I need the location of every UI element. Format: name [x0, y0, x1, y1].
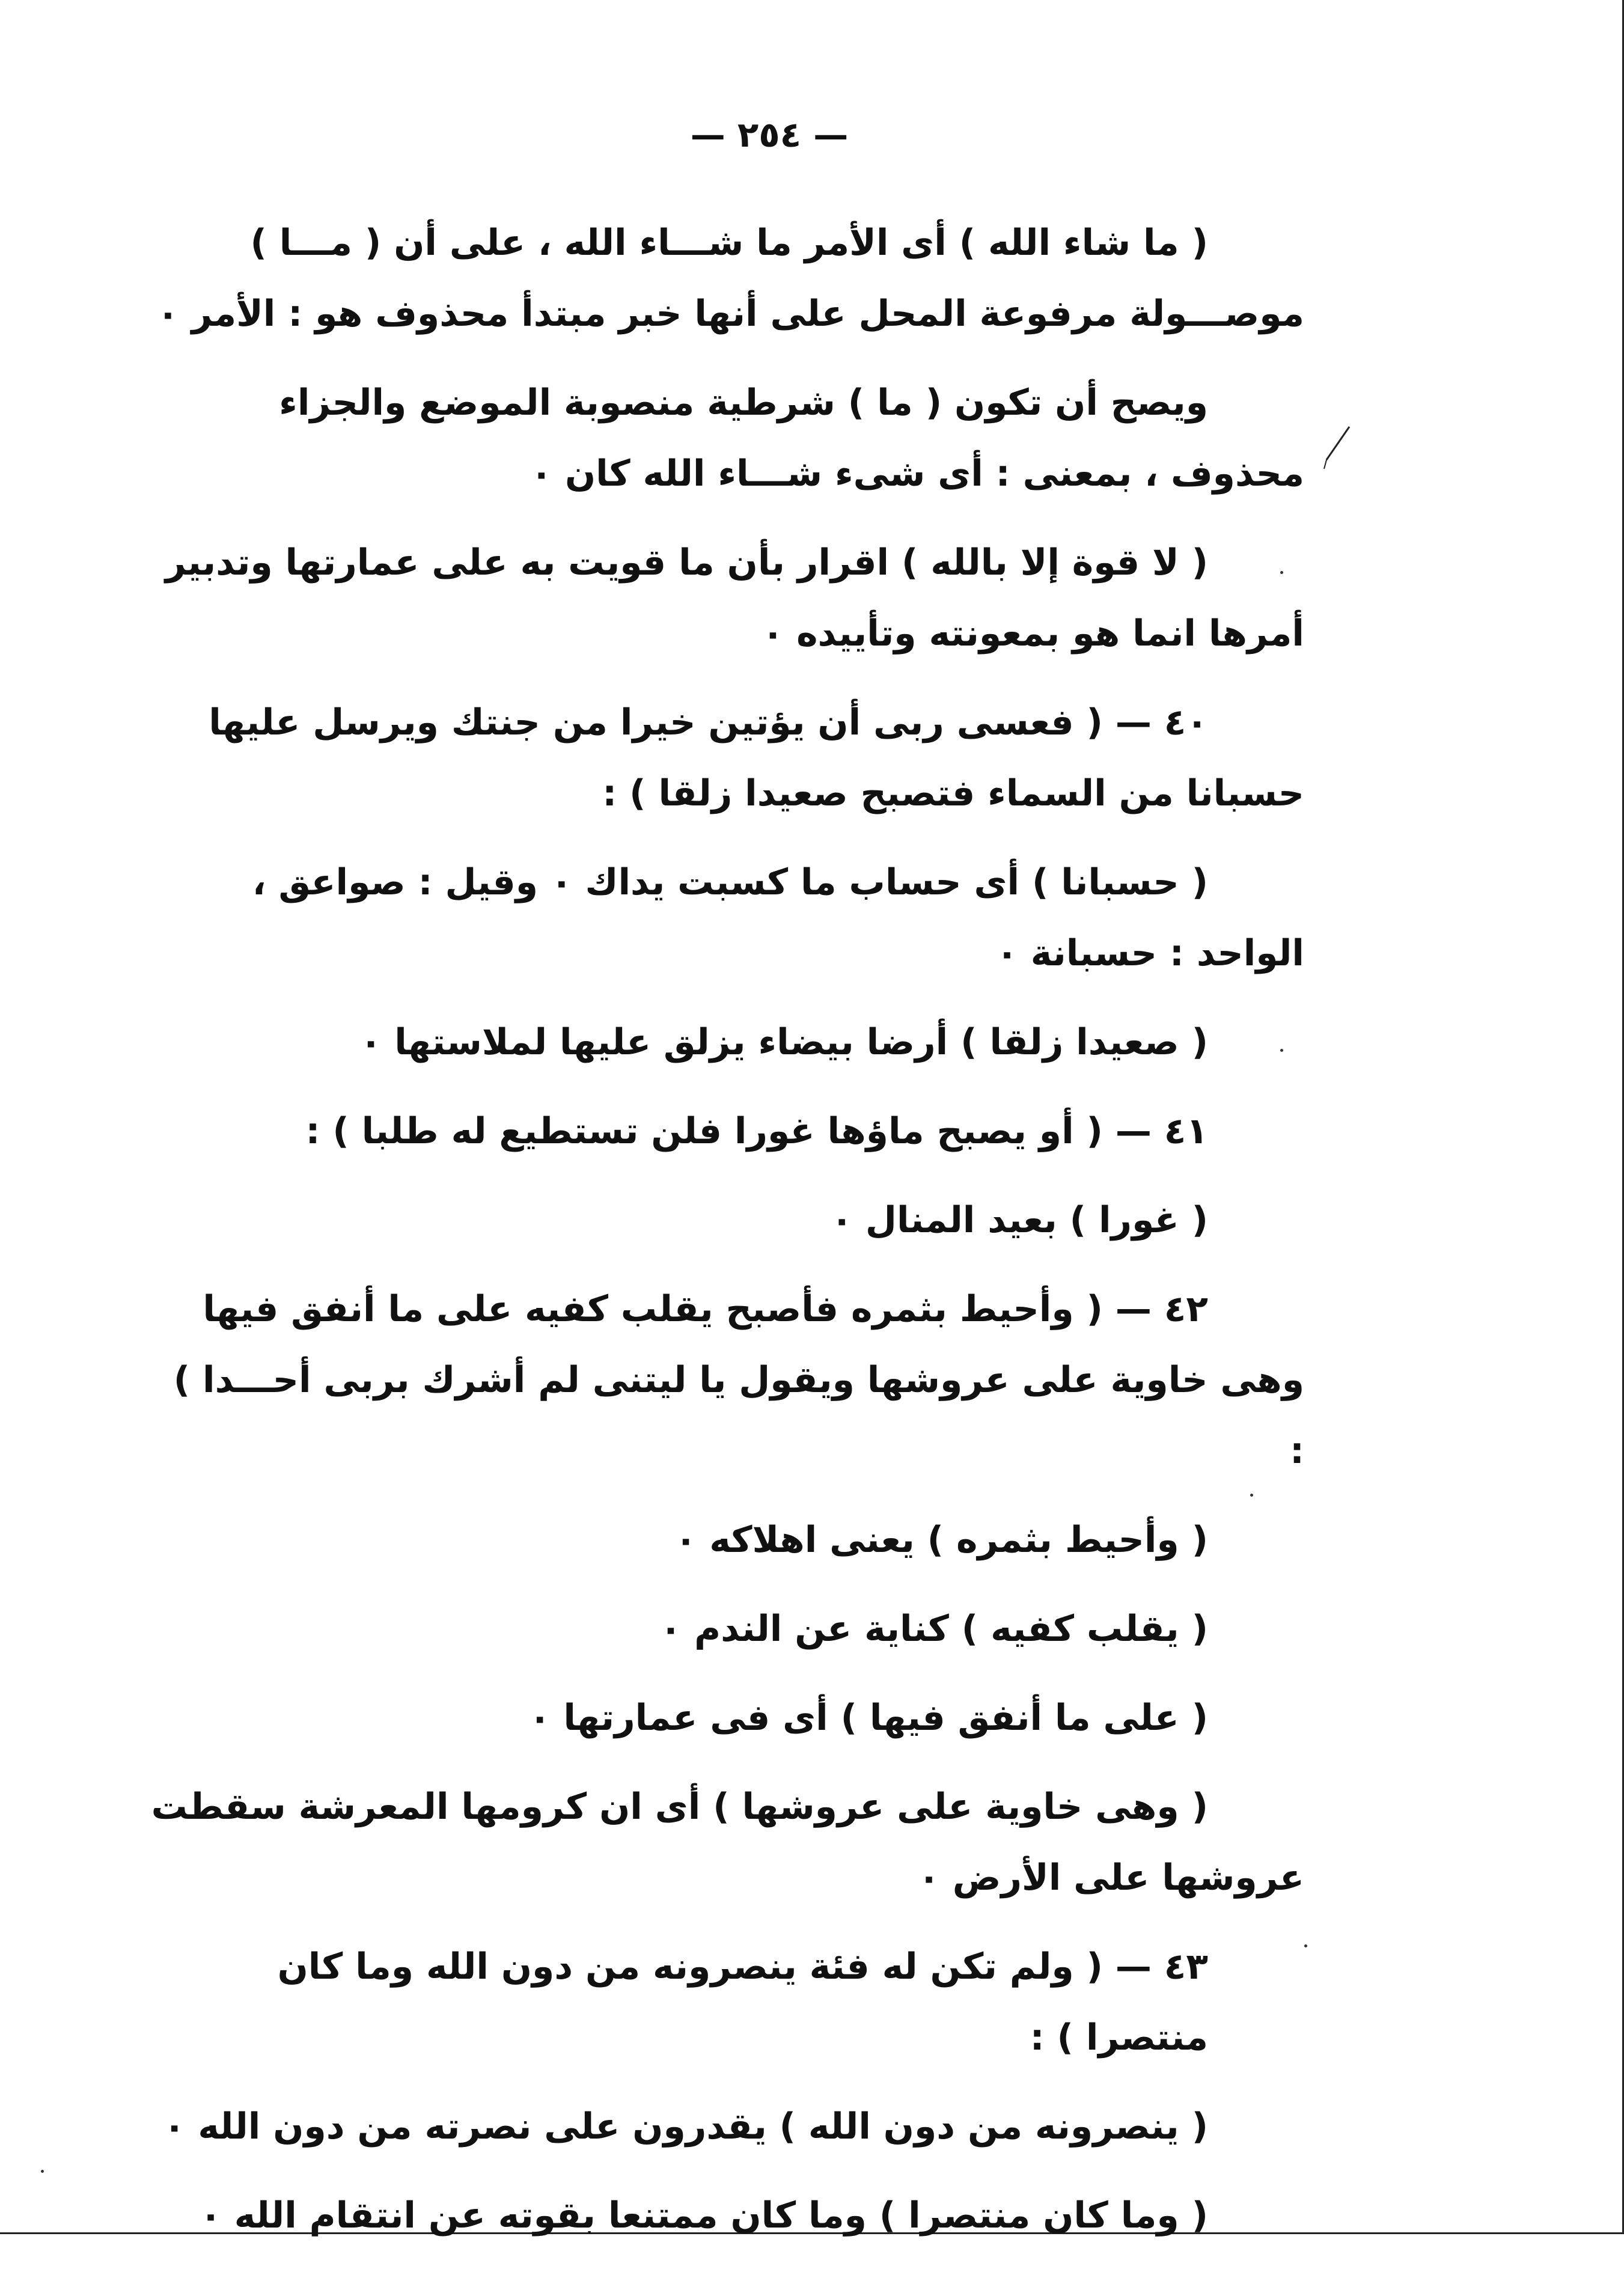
- scan-speck: [41, 2170, 44, 2173]
- paragraph-3: ( لا قوة إلا بالله ) اقرار بأن ما قويت به على عمارتها وتدبير أمرها انما هو بمعونته وتأييده ٠: [165, 542, 1304, 655]
- scan-speck: [1280, 571, 1283, 574]
- page-number: — ٢٥٤ —: [690, 114, 849, 155]
- paragraph-8: ( غورا ) بعيد المنال ٠: [831, 1199, 1208, 1241]
- paragraph-9: ٤٢ — ( وأحيط بثمره فأصبح يقلب كفيه على ما أنفق فيها وهى خاوية على عروشها ويقول يا ليتنى لم أشرك بربى أحـــدا ) :: [173, 1288, 1304, 1472]
- paragraph-16: ( وما كان منتصرا ) وما كان ممتنعا بقوته عن انتقام الله ٠: [200, 2194, 1208, 2237]
- paragraph-5: ( حسبانا ) أى حساب ما كسبت يداك ٠ وقيل : صواعق ، الواحد : حسبانة ٠: [252, 861, 1304, 974]
- paragraph-6: ( صعيدا زلقا ) أرضا بيضاء يزلق عليها لملاستها ٠: [359, 1021, 1208, 1063]
- paragraph-15: ( ينصرونه من دون الله ) يقدرون على نصرته من دون الله ٠: [163, 2106, 1208, 2148]
- paragraph-7: ٤١ — ( أو يصبح ماؤها غورا فلن تستطيع له طلبا ) :: [305, 1110, 1208, 1152]
- pen-slash-mark: [1319, 424, 1355, 472]
- scan-speck: [1250, 1494, 1253, 1497]
- paragraph-11: ( يقلب كفيه ) كناية عن الندم ٠: [659, 1608, 1208, 1650]
- document-body: [150, 207, 1304, 2269]
- scan-speck: [1304, 1944, 1307, 1947]
- paragraph-4: ٤٠ — ( فعسى ربى أن يؤتين خيرا من جنتك ويرسل عليها حسبانا من السماء فتصبح صعيدا زلقا ) :: [209, 701, 1304, 814]
- scan-speck: [1280, 1049, 1283, 1052]
- paragraph-10: ( وأحيط بثمره ) يعنى اهلاكه ٠: [674, 1519, 1208, 1561]
- paragraph-14: ٤٣ — ( ولم تكن له فئة ينصرونه من دون الله وما كان منتصرا ) :: [277, 1946, 1208, 2059]
- paragraph-2: ويصح أن تكون ( ما ) شرطية منصوبة الموضع والجزاء محذوف ، بمعنى : أى شىء شـــاء الله كان ٠: [279, 382, 1304, 495]
- paragraph-12: ( على ما أنفق فيها ) أى فى عمارتها ٠: [528, 1697, 1208, 1739]
- paragraph-13: ( وهى خاوية على عروشها ) أى ان كرومها المعرشة سقطت عروشها على الأرض ٠: [151, 1786, 1304, 1899]
- paragraph-1: ( ما شاء الله ) أى الأمر ما شـــاء الله ، على أن ( مـــا ) موصـــولة مرفوعة المحل على أنها خبر مبتدأ محذوف هو : الأمر ٠: [157, 222, 1304, 335]
